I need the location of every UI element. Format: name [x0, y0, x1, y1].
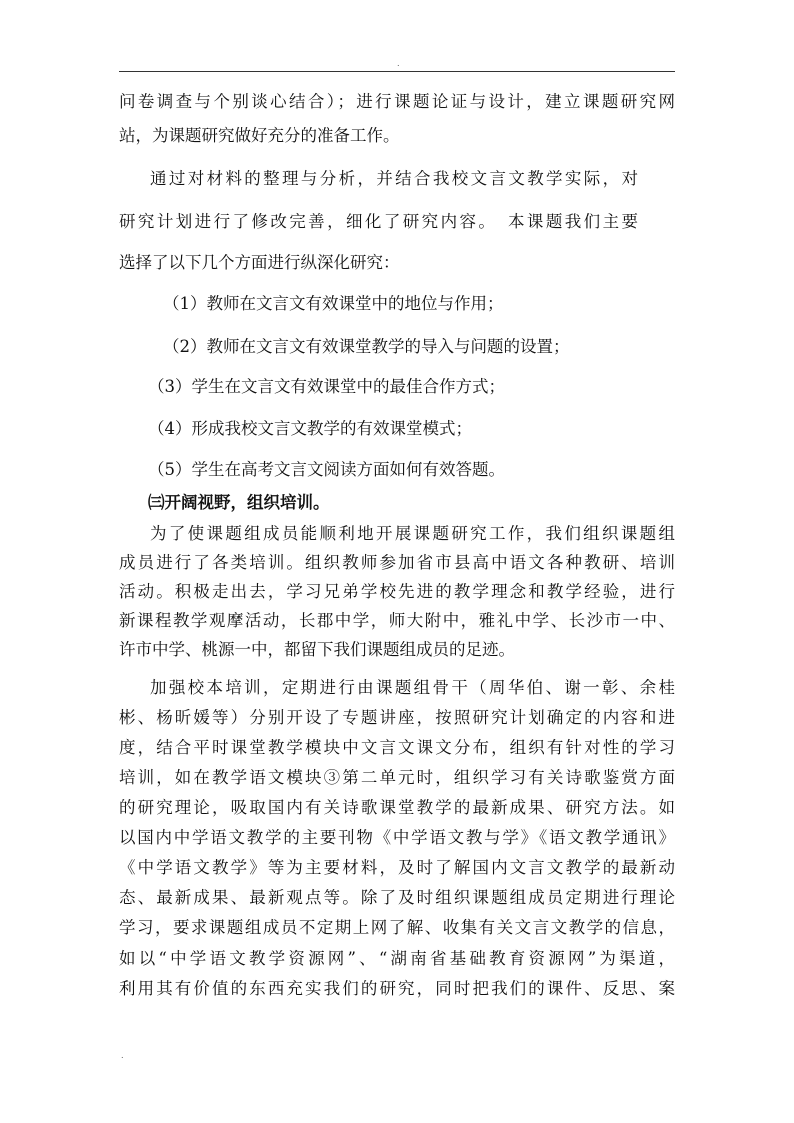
- body-line: 培训，如在教学语文模块③第二单元时，组织学习有关诗歌鉴赏方面: [119, 768, 675, 787]
- body-line: 问卷调查与个别谈心结合）；进行课题论证与设计，建立课题研究网: [119, 92, 675, 111]
- body-line: 加强校本培训，定期进行由课题组骨干（周华伯、谢一彰、余桂: [150, 678, 675, 697]
- body-line: 成员进行了各类培训。组织教师参加省市县高中语文各种教研、培训: [119, 553, 675, 572]
- list-item-1: （1）教师在文言文有效课堂中的地位与作用；: [163, 294, 504, 313]
- body-line: 以国内中学语文教学的主要刊物《中学语文教与学》《语文教学通讯》: [119, 828, 675, 847]
- body-line: 站，为课题研究做好充分的准备工作。: [119, 126, 400, 145]
- body-line: 如以“中学语文教学资源网”、“湖南省基础教育资源网”为渠道，: [119, 949, 675, 968]
- body-line: 研究计划进行了修改完善，细化了研究内容。 本课题我们主要: [119, 212, 638, 231]
- section-heading: ㈢开阔视野，组织培训。: [148, 493, 330, 512]
- body-line: 许市中学、桃源一中，都留下我们课题组成员的足迹。: [119, 640, 515, 659]
- body-line: 度，结合平时课堂教学模块中文言文课文分布，组织有针对性的学习: [119, 738, 675, 757]
- list-item-4: （4）形成我校文言文教学的有效课堂模式；: [148, 419, 472, 438]
- body-line: 活动。积极走出去，学习兄弟学校先进的教学理念和教学经验，进行: [119, 582, 675, 601]
- footer-dot: .: [121, 1051, 124, 1060]
- header-rule: [119, 71, 675, 72]
- body-line: 选择了以下几个方面进行纵深化研究：: [119, 253, 400, 272]
- body-line: 为了使课题组成员能顺利地开展课题研究工作，我们组织课题组: [150, 524, 675, 543]
- body-line: 彬、杨昕媛等）分别开设了专题讲座，按照研究计划确定的内容和进: [119, 708, 675, 727]
- body-line: 态、最新成果、最新观点等。除了及时组织课题组成员定期进行理论: [119, 888, 675, 907]
- list-item-3: （3）学生在文言文有效课堂中的最佳合作方式；: [148, 377, 505, 396]
- list-item-2: （2）教师在文言文有效课堂教学的导入与问题的设置；: [163, 337, 570, 356]
- header-dot: .: [397, 59, 400, 68]
- body-line: 通过对材料的整理与分析，并结合我校文言文教学实际，对: [150, 169, 638, 188]
- body-line: 《中学语文教学》等为主要材料，及时了解国内文言文教学的最新动: [119, 858, 675, 877]
- list-item-5: （5）学生在高考文言文阅读方面如何有效答题。: [148, 460, 505, 479]
- body-line: 的研究理论，吸取国内有关诗歌课堂教学的最新成果、研究方法。如: [119, 798, 675, 817]
- body-line: 利用其有价值的东西充实我们的研究，同时把我们的课件、反思、案: [119, 979, 675, 998]
- body-line: 学习，要求课题组成员不定期上网了解、收集有关文言文教学的信息，: [119, 918, 675, 937]
- body-line: 新课程教学观摩活动，长郡中学，师大附中，雅礼中学、长沙市一中、: [119, 611, 675, 630]
